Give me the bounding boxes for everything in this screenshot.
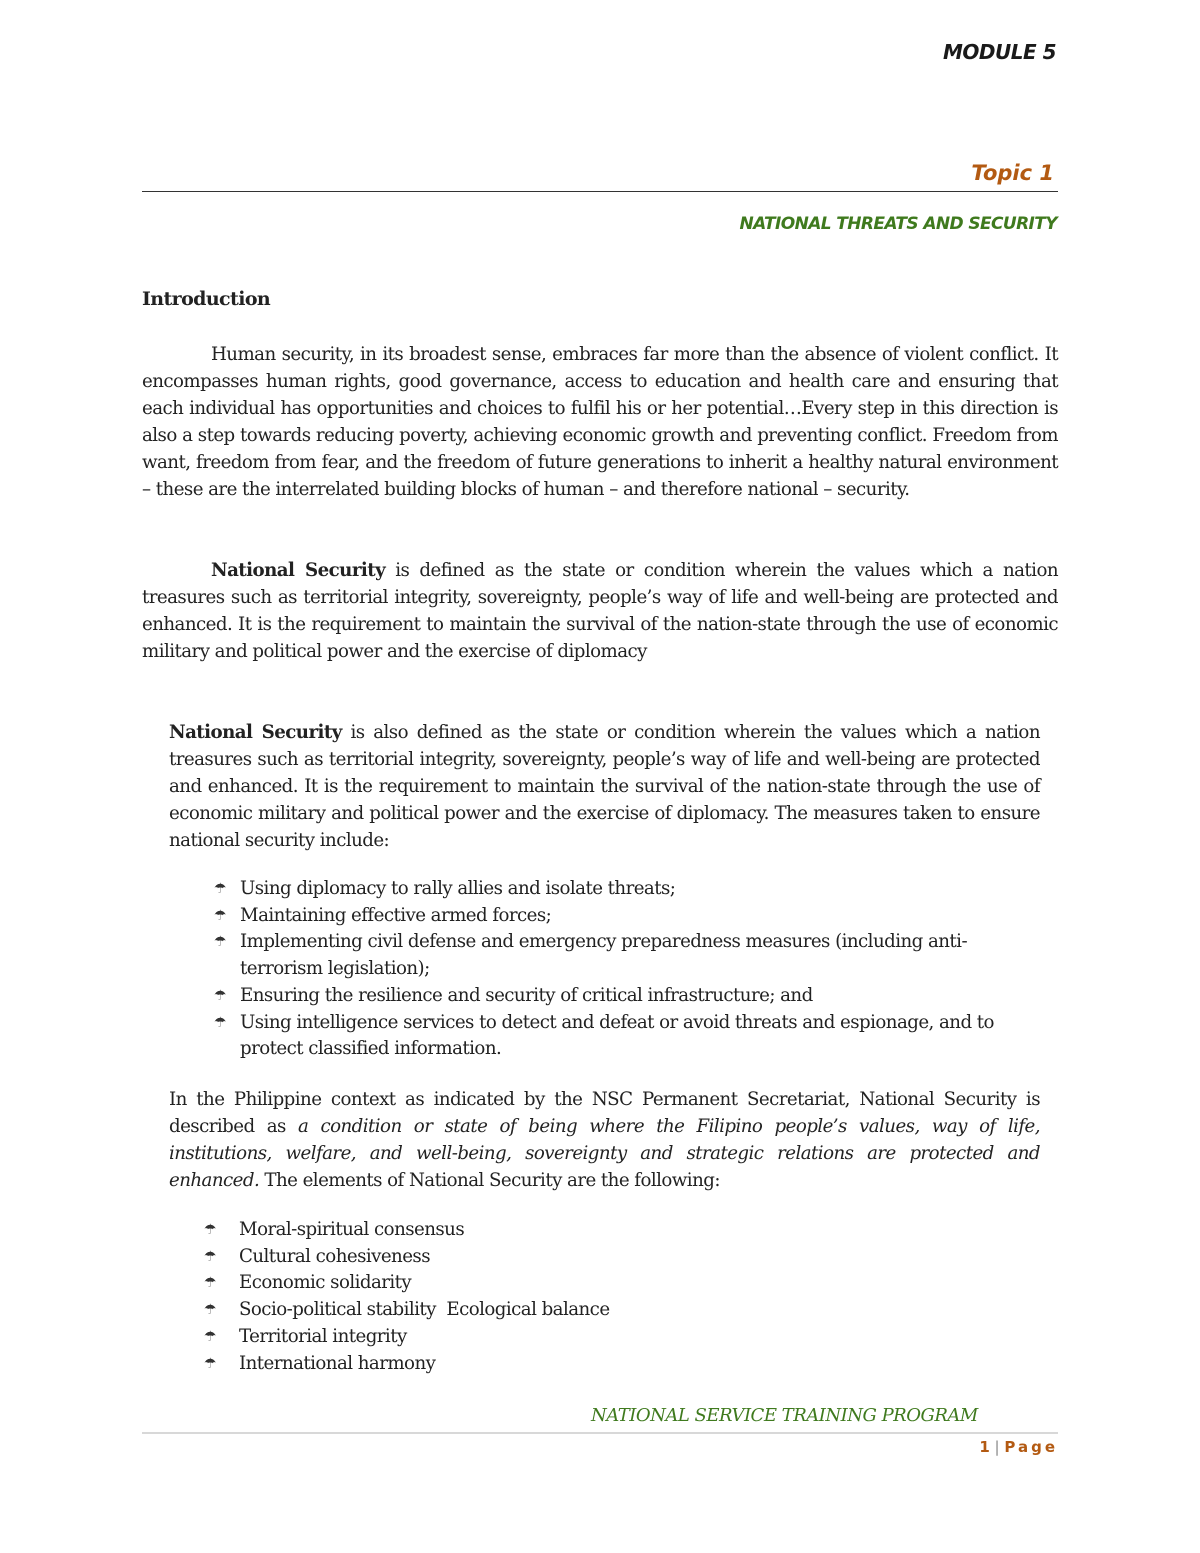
umbrella-icon: ☂ [204,1248,217,1265]
umbrella-icon: ☂ [204,1222,217,1238]
umbrella-icon: ☂ [214,907,227,924]
topic-title: NATIONAL THREATS AND SECURITY [739,214,1057,234]
list-item: ☂ Ensuring the resilience and security of critical infrastructure; and [214,983,1034,1010]
definition-text: is also defined as the state or condition wherein the values which a nation treasures such as territorial integrity, sovereignty, people’s way of life and well-being are protected and enhanced. It is the requirement to maintain the survival of the nation-state through the use of economic military and political power and the exercise of diplomacy. The measures taken to ensure national security include: [169,722,1040,851]
umbrella-icon: ☂ [204,1328,217,1345]
umbrella-icon: ☂ [214,987,227,1004]
list-item: ☂ Cultural cohesiveness [204,1244,964,1271]
list-item: ☂ Using intelligence services to detect and defeat or avoid threats and espionage, and to protect classified information. [214,1011,994,1060]
umbrella-icon: ☂ [214,881,227,897]
elements-list [204,1217,964,1377]
philippine-context-paragraph: In the Philippine context as indicated by the NSC Permanent Secretariat, National Security is described as a condition or state of being where the Filipino people’s values, way of life, institutions, welfare, and well-being, sovereignty and strategic relations are protected and enhanced. The elements of National Security are the following: [169,1089,1040,1191]
definition-paragraph-1 [142,557,1058,665]
definition-paragraph-2 [169,719,1040,854]
philippine-definition: a condition or state of being where the Filipino people’s values, way of life, institutions, welfare, and well-being, sovereignty and strategic relations are protected and enhanced. [169,1116,1040,1191]
list-item: ☂ Implementing civil defense and emergency preparedness measures (including anti-terrorism legislation); [214,931,968,980]
definition-term: National Security [211,560,386,581]
definition-term: National Security [169,722,342,743]
umbrella-icon: ☂ [204,1302,217,1319]
list-item: ☂ Territorial integrity [204,1324,964,1351]
list-item: ☂ Economic solidarity [204,1270,964,1297]
introduction-heading: Introduction [142,288,271,310]
umbrella-icon: ☂ [204,1355,217,1372]
header-divider [142,191,1058,192]
module-label: MODULE 5 [942,40,1056,64]
list-item: ☂ Using diplomacy to rally allies and isolate threats; [214,876,1034,903]
umbrella-icon: ☂ [204,1275,217,1292]
umbrella-icon: ☂ [214,1014,227,1031]
footer-divider [142,1432,1058,1434]
list-item: ☂ Socio-political stability Ecological balance [204,1297,964,1324]
list-item: ☂ Maintaining effective armed forces; [214,903,1034,930]
footer-program-title: NATIONAL SERVICE TRAINING PROGRAM [591,1405,978,1426]
list-item: ☂ International harmony [204,1351,964,1378]
measures-list [214,876,1034,1063]
umbrella-icon: ☂ [214,934,227,951]
page-number: 1 | Page [979,1438,1058,1456]
list-item: ☂ Moral-spiritual consensus [204,1217,964,1244]
introduction-paragraph: Human security, in its broadest sense, embraces far more than the absence of violent conflict. It encompasses human rights, good governance, access to education and health care and ensuring that each individual has opportunities and choices to fulfil his or her potential…Every step in this direction is also a step towards reducing poverty, achieving economic growth and preventing conflict. Freedom from want, freedom from fear, and the freedom of future generations to inherit a healthy natural environment – these are the interrelated building blocks of human – and therefore national – security. [142,344,1058,500]
definition-text: is defined as the state or condition wherein the values which a nation treasures such as territorial integrity, sovereignty, people’s way of life and well-being are protected and enhanced. It is the requirement to maintain the survival of the nation-state through the use of economic military and political power and the exercise of diplomacy [142,560,1059,662]
topic-label: Topic 1 [971,161,1054,185]
